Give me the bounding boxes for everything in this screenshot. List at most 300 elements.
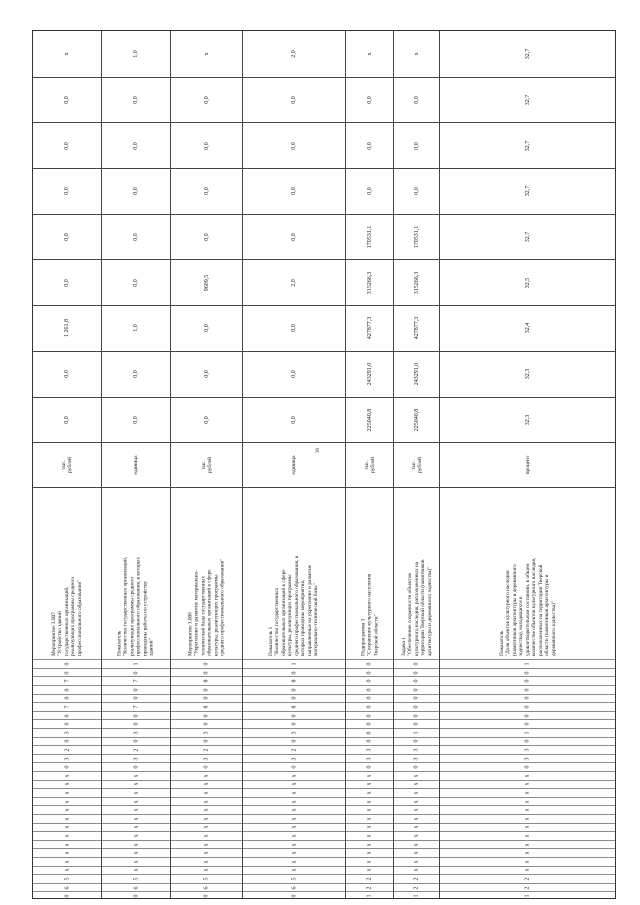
code-char: x	[203, 782, 210, 786]
code-char: x	[366, 791, 373, 795]
code-char: 0	[413, 679, 420, 683]
code-cell	[346, 728, 393, 737]
code-cell	[102, 883, 170, 892]
code-char: 0	[524, 679, 531, 683]
code-char: x	[64, 868, 70, 872]
code-char: x	[524, 808, 531, 812]
code-cell	[33, 771, 101, 780]
code-char: x	[64, 808, 70, 812]
code-cell	[171, 780, 242, 789]
code-char: x	[524, 834, 531, 838]
value-text: 0,0	[203, 233, 210, 241]
code-char: x	[203, 834, 210, 838]
code-char: x	[133, 843, 139, 847]
code-cell	[243, 711, 345, 720]
code-char: 3	[413, 748, 420, 752]
code-char: 0	[291, 696, 297, 700]
value-cell	[102, 397, 170, 443]
code-char: x	[133, 774, 139, 778]
code-cell	[102, 771, 170, 780]
code-char: 0	[133, 688, 139, 692]
code-char: 1	[133, 662, 139, 666]
code-cell	[440, 797, 615, 806]
value-cell	[394, 259, 439, 305]
code-cell	[171, 840, 242, 849]
code-char: 1	[524, 731, 531, 735]
code-char: 2	[413, 877, 420, 881]
code-char: x	[64, 791, 70, 795]
value-cell	[440, 122, 615, 168]
code-cell	[171, 754, 242, 763]
code-cell	[440, 823, 615, 832]
code-char: 3	[203, 731, 210, 735]
code-char: 6	[64, 886, 70, 890]
value-cell	[33, 122, 101, 168]
value-cell	[440, 31, 615, 77]
code-char: x	[133, 817, 139, 821]
code-char: 5	[133, 877, 139, 881]
code-cell	[33, 702, 101, 711]
code-cell	[346, 883, 393, 892]
code-char: x	[64, 825, 70, 829]
code-char: x	[291, 808, 297, 812]
code-cell	[171, 823, 242, 832]
code-cell	[243, 840, 345, 849]
value-cell	[171, 122, 242, 168]
code-char: 1	[366, 894, 373, 898]
code-cell	[102, 797, 170, 806]
code-char: 2	[366, 886, 373, 890]
value-cell	[243, 214, 345, 260]
value-cell	[440, 168, 615, 214]
value-cell	[102, 31, 170, 77]
code-char: x	[203, 868, 210, 872]
code-cell	[102, 728, 170, 737]
code-cell	[243, 831, 345, 840]
code-cell	[102, 685, 170, 694]
code-cell	[243, 728, 345, 737]
description-text: Задача 1 "Обеспечение сохранности объектов культурного наследия, расположенных на территории Тверской области (памятников архитектуры и деревянного зодчества)"	[400, 559, 433, 656]
code-cell	[394, 831, 439, 840]
code-char: 1	[413, 731, 420, 735]
code-cell	[243, 702, 345, 711]
code-char: 0	[524, 765, 531, 769]
code-cell	[346, 745, 393, 754]
value-text: 0,0	[133, 141, 139, 150]
code-char: 0	[413, 662, 420, 666]
code-cell	[102, 805, 170, 814]
code-char: 0	[366, 662, 373, 666]
code-char: x	[413, 774, 420, 778]
code-char: x	[64, 843, 70, 847]
value-text: 0,0	[203, 324, 210, 333]
value-cell	[171, 168, 242, 214]
code-cell	[171, 797, 242, 806]
code-cell	[33, 659, 101, 668]
code-char: 3	[524, 748, 531, 752]
table-row	[242, 31, 345, 898]
code-char: 3	[366, 748, 373, 752]
unit-text: тыс. рублей	[60, 457, 73, 474]
code-cell	[440, 676, 615, 685]
code-char: x	[291, 774, 297, 778]
value-text: x	[203, 52, 210, 56]
code-cell	[346, 857, 393, 866]
code-char: 3	[203, 757, 210, 761]
code-cell	[102, 719, 170, 728]
code-char: 0	[524, 696, 531, 700]
code-char: 0	[203, 696, 210, 700]
code-cell	[102, 823, 170, 832]
code-char: 6	[203, 886, 210, 890]
table-row	[101, 31, 170, 898]
code-char: x	[203, 800, 210, 804]
code-char: 7	[64, 679, 70, 683]
code-char: 0	[291, 739, 297, 743]
description-cell	[440, 487, 615, 659]
code-cell	[171, 668, 242, 677]
code-cell	[243, 814, 345, 823]
code-char: 1	[524, 662, 531, 666]
code-char: x	[291, 782, 297, 786]
value-text: 0,0	[291, 233, 297, 241]
code-cell	[394, 676, 439, 685]
value-text: 0,0	[203, 187, 210, 196]
code-char: 0	[366, 688, 373, 692]
code-cell	[346, 797, 393, 806]
value-text: 0,0	[203, 96, 210, 104]
value-cell	[33, 168, 101, 214]
value-cell	[171, 259, 242, 305]
code-cell	[346, 840, 393, 849]
code-cell	[33, 866, 101, 875]
code-char: 0	[291, 722, 297, 726]
value-cell	[394, 305, 439, 351]
code-cell	[394, 814, 439, 823]
code-cell	[394, 719, 439, 728]
code-cell	[243, 762, 345, 771]
description-cell	[171, 487, 242, 659]
value-cell	[33, 77, 101, 123]
code-cell	[102, 780, 170, 789]
unit-cell	[243, 442, 345, 487]
code-cell	[440, 685, 615, 694]
value-cell	[33, 259, 101, 305]
code-char: x	[413, 860, 420, 864]
code-cell	[33, 814, 101, 823]
code-char: 0	[64, 894, 70, 898]
value-text: 0,0	[133, 370, 139, 378]
value-text: 2,0	[291, 279, 297, 287]
value-text: 315266,3	[413, 271, 420, 295]
code-cell	[346, 676, 393, 685]
code-char: x	[133, 860, 139, 864]
code-char: 0	[366, 696, 373, 700]
code-cell	[440, 702, 615, 711]
code-char: x	[524, 868, 531, 872]
code-cell	[243, 694, 345, 703]
code-char: 0	[64, 739, 70, 743]
code-char: x	[203, 851, 210, 855]
code-cell	[243, 737, 345, 746]
code-cell	[440, 745, 615, 754]
value-text: 9609,5	[203, 274, 210, 292]
value-text: 0,0	[203, 370, 210, 378]
code-char: 0	[291, 765, 297, 769]
code-cell	[440, 814, 615, 823]
value-cell	[33, 214, 101, 260]
code-cell	[243, 659, 345, 668]
value-text: x	[64, 52, 70, 56]
code-char: 3	[413, 757, 420, 761]
program-table	[32, 30, 616, 899]
code-cell	[171, 883, 242, 892]
value-text: 243291,0	[413, 362, 420, 386]
code-cell	[346, 866, 393, 875]
code-char: 0	[413, 671, 420, 675]
code-char: x	[133, 791, 139, 795]
code-cell	[346, 823, 393, 832]
code-cell	[243, 848, 345, 857]
code-char: x	[291, 825, 297, 829]
value-cell	[102, 77, 170, 123]
code-char: 2	[291, 748, 297, 752]
value-cell	[243, 122, 345, 168]
code-cell	[440, 788, 615, 797]
description-text: Показатель "Количество государственных организаций, реализующих программы среднего профессионального образования, в которых проведены работы по устройству зданий"	[116, 556, 155, 656]
code-cell	[33, 754, 101, 763]
code-cell	[346, 805, 393, 814]
code-char: 0	[133, 696, 139, 700]
code-char: x	[366, 851, 373, 855]
code-char: x	[203, 825, 210, 829]
value-text: 0,0	[291, 370, 297, 378]
value-text: 0,0	[64, 416, 70, 424]
code-cell	[243, 874, 345, 883]
code-char: 0	[64, 722, 70, 726]
code-cell	[33, 685, 101, 694]
table-row	[439, 31, 615, 898]
code-char: 0	[524, 671, 531, 675]
value-text: 0,0	[64, 187, 70, 196]
code-char: 0	[291, 671, 297, 675]
code-cell	[440, 668, 615, 677]
code-cell	[440, 659, 615, 668]
code-cell	[243, 857, 345, 866]
code-cell	[346, 762, 393, 771]
code-cell	[33, 728, 101, 737]
code-char: x	[133, 825, 139, 829]
code-char: x	[413, 817, 420, 821]
description-text: Подпрограмма 3 "Сохранение культурного населения Тверской области"	[359, 573, 379, 656]
value-cell	[394, 397, 439, 443]
code-char: 2	[524, 886, 531, 890]
code-char: 0	[64, 765, 70, 769]
value-cell	[394, 351, 439, 397]
code-char: 0	[203, 765, 210, 769]
code-cell	[102, 668, 170, 677]
code-cell	[171, 728, 242, 737]
code-char: 0	[64, 662, 70, 666]
value-cell	[346, 31, 393, 77]
code-char: x	[291, 791, 297, 795]
code-cell	[33, 668, 101, 677]
value-text: x	[413, 52, 420, 56]
code-char: 7	[133, 679, 139, 683]
code-cell	[171, 805, 242, 814]
code-char: 0	[203, 739, 210, 743]
code-cell	[102, 702, 170, 711]
code-char: 5	[64, 877, 70, 881]
code-char: 0	[524, 722, 531, 726]
code-char: 0	[64, 671, 70, 675]
code-char: x	[524, 782, 531, 786]
code-char: x	[366, 782, 373, 786]
value-text: 0,0	[133, 416, 139, 424]
value-text: 32,7	[524, 140, 531, 151]
code-char: 1	[413, 894, 420, 898]
table-row	[393, 31, 439, 898]
value-cell	[346, 305, 393, 351]
unit-text: единица	[290, 455, 297, 475]
code-cell	[243, 797, 345, 806]
code-char: x	[366, 860, 373, 864]
unit-text: тыс. рублей	[410, 457, 423, 474]
value-text: 32,5	[524, 277, 531, 289]
value-cell	[346, 122, 393, 168]
code-char: x	[366, 825, 373, 829]
code-char: x	[133, 851, 139, 855]
value-cell	[243, 305, 345, 351]
value-cell	[243, 77, 345, 123]
value-text: 0,0	[133, 187, 139, 196]
code-char: 2	[133, 748, 139, 752]
unit-text: единица	[132, 455, 139, 475]
code-char: 2	[203, 748, 210, 752]
code-cell	[346, 754, 393, 763]
code-cell	[33, 805, 101, 814]
code-cell	[102, 866, 170, 875]
code-char: 3	[133, 731, 139, 735]
code-char: 0	[366, 714, 373, 718]
code-char: x	[133, 868, 139, 872]
code-char: x	[524, 860, 531, 864]
value-cell	[102, 305, 170, 351]
code-char: 0	[133, 671, 139, 675]
code-char: 0	[133, 722, 139, 726]
code-cell	[102, 840, 170, 849]
code-char: 0	[366, 765, 373, 769]
code-cell	[394, 848, 439, 857]
code-cell	[33, 719, 101, 728]
code-char: 0	[413, 696, 420, 700]
value-cell	[346, 259, 393, 305]
value-text: x	[366, 52, 373, 56]
code-char: x	[64, 817, 70, 821]
code-cell	[243, 788, 345, 797]
value-cell	[243, 397, 345, 443]
value-cell	[440, 259, 615, 305]
value-cell	[243, 31, 345, 77]
description-cell	[394, 487, 439, 659]
code-cell	[394, 694, 439, 703]
value-text: 0,0	[291, 416, 297, 424]
code-cell	[346, 711, 393, 720]
code-cell	[394, 762, 439, 771]
code-cell	[171, 702, 242, 711]
code-char: 0	[524, 688, 531, 692]
code-cell	[346, 831, 393, 840]
code-cell	[171, 694, 242, 703]
code-char: 0	[366, 705, 373, 709]
value-cell	[33, 351, 101, 397]
code-cell	[33, 797, 101, 806]
code-char: x	[524, 825, 531, 829]
code-char: x	[64, 774, 70, 778]
code-cell	[440, 866, 615, 875]
value-cell	[440, 305, 615, 351]
description-cell	[346, 487, 393, 659]
code-cell	[440, 754, 615, 763]
code-cell	[33, 676, 101, 685]
code-char: x	[203, 843, 210, 847]
value-cell	[346, 397, 393, 443]
code-cell	[440, 728, 615, 737]
value-text: 0,0	[366, 96, 373, 104]
code-char: x	[413, 800, 420, 804]
code-char: 0	[203, 671, 210, 675]
code-char: x	[291, 868, 297, 872]
code-cell	[394, 771, 439, 780]
code-char: x	[413, 868, 420, 872]
code-cell	[102, 659, 170, 668]
code-char: 7	[133, 705, 139, 709]
code-cell	[440, 891, 615, 900]
code-cell	[33, 831, 101, 840]
code-cell	[394, 857, 439, 866]
code-char: 0	[413, 722, 420, 726]
code-cell	[440, 711, 615, 720]
value-text: 225040,8	[413, 408, 420, 432]
code-char: x	[366, 800, 373, 804]
code-cell	[33, 840, 101, 849]
code-char: x	[413, 808, 420, 812]
code-char: x	[203, 791, 210, 795]
code-cell	[346, 685, 393, 694]
code-char: x	[291, 843, 297, 847]
code-char: 3	[366, 757, 373, 761]
code-char: x	[64, 851, 70, 855]
code-char: 6	[291, 886, 297, 890]
code-cell	[243, 754, 345, 763]
code-cell	[440, 771, 615, 780]
code-cell	[440, 762, 615, 771]
code-char: x	[413, 851, 420, 855]
value-cell	[394, 168, 439, 214]
code-cell	[243, 745, 345, 754]
unit-text: тыс. рублей	[363, 457, 376, 474]
code-cell	[440, 805, 615, 814]
code-char: 0	[291, 714, 297, 718]
code-cell	[243, 668, 345, 677]
value-cell	[243, 259, 345, 305]
code-char: x	[366, 834, 373, 838]
code-char: 0	[133, 894, 139, 898]
value-text: 0,0	[413, 96, 420, 104]
code-char: 7	[64, 705, 70, 709]
description-cell	[243, 487, 345, 659]
code-cell	[346, 702, 393, 711]
